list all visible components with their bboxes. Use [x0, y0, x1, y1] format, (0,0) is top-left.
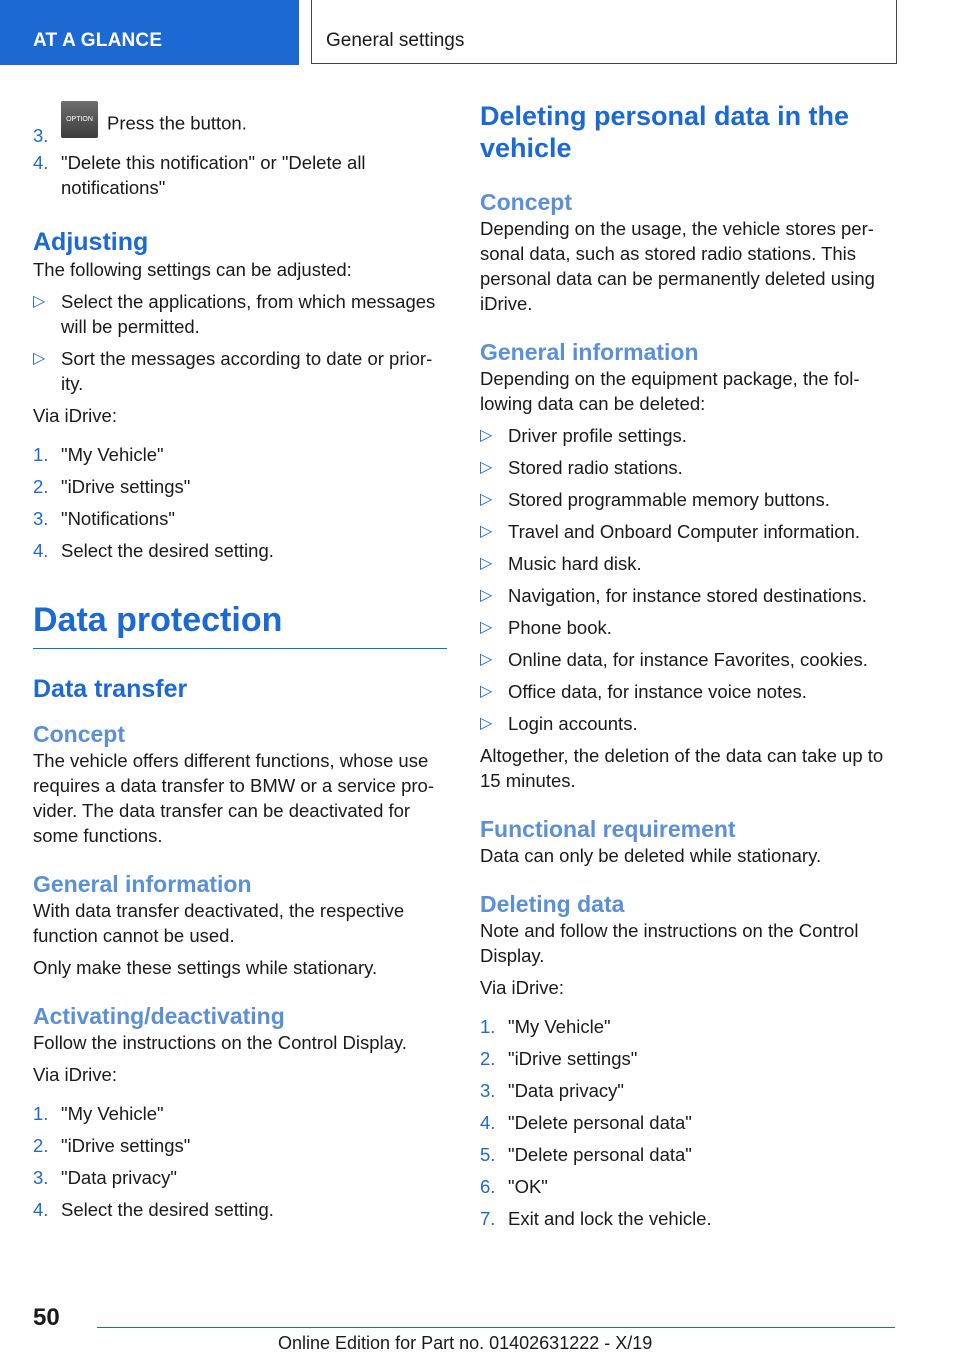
bullet-triangle-icon: ▷: [480, 587, 493, 604]
edition-footer: Online Edition for Part no. 01402631222 - X/19: [278, 1333, 653, 1353]
altogether-text: Altogether, the deletion of the data can take up to 15 minutes.: [480, 745, 884, 791]
bullet-triangle-icon: ▷: [33, 350, 46, 367]
list-item: [480, 647, 890, 672]
bullet-triangle-icon: ▷: [33, 293, 46, 310]
list-item: [33, 1165, 447, 1190]
list-item: [33, 289, 447, 339]
list-item: [33, 442, 447, 467]
step-text: "Delete personal data": [508, 1144, 692, 1165]
step-text: "iDrive settings": [508, 1048, 638, 1069]
step-number: 7.: [480, 1208, 496, 1229]
section-tab: [0, 0, 299, 65]
general-text: Depending on the equipment package, the following data can be deleted:: [480, 368, 860, 414]
list-item: [33, 346, 447, 396]
step-text: Press the button.: [107, 112, 247, 134]
deleting-data-heading: Deleting data: [480, 891, 625, 917]
bullet-text: Driver profile settings.: [508, 425, 687, 446]
list-item: [480, 679, 890, 704]
general-text-1: With data transfer deactivated, the respective function cannot be used.: [33, 900, 405, 946]
functional-requirement-heading: Functional requirement: [480, 816, 736, 842]
list-item: [480, 1014, 890, 1039]
adjusting-steps: [33, 442, 447, 563]
bullet-triangle-icon: ▷: [480, 683, 493, 700]
step-number: 4.: [480, 1112, 496, 1133]
data-transfer-heading: Data transfer: [33, 675, 188, 703]
list-item: [480, 1206, 890, 1231]
page-number: 50: [33, 1304, 60, 1331]
step-number: 4.: [33, 152, 49, 173]
data-protection-heading: Data protection: [33, 601, 283, 639]
step-number: 2.: [33, 476, 49, 497]
step-number: 3.: [480, 1080, 496, 1101]
deleting-text: Note and follow the instructions on the Control Display.: [480, 920, 859, 966]
step-number: 1.: [33, 444, 49, 465]
step-number: 3.: [33, 1167, 49, 1188]
step-text: "My Vehicle": [61, 444, 164, 465]
left-column: [33, 100, 447, 1222]
option-button-icon: OPTION: [61, 101, 98, 138]
activating-text: Follow the instructions on the Control Display.: [33, 1032, 407, 1053]
list-item: [33, 474, 447, 499]
list-item: [33, 1133, 447, 1158]
step-number: 3.: [33, 125, 49, 146]
list-item: [480, 423, 890, 448]
bullet-text: Office data, for instance voice notes.: [508, 681, 807, 702]
step-text: "iDrive settings": [61, 1135, 191, 1156]
list-item: [480, 1046, 890, 1071]
list-item: [33, 150, 447, 200]
concept-heading: Concept: [480, 189, 572, 215]
step-text: "Delete this notification" or "Delete all notifications": [61, 152, 366, 198]
step-number: 1.: [33, 1103, 49, 1124]
right-column: [480, 100, 890, 1231]
step-number: 2.: [480, 1048, 496, 1069]
bullet-text: Sort the messages according to date or priority.: [61, 348, 433, 394]
bullet-text: Stored radio stations.: [508, 457, 683, 478]
step-number: 1.: [480, 1016, 496, 1037]
bullet-triangle-icon: ▷: [480, 523, 493, 540]
list-item: [480, 1078, 890, 1103]
bullet-text: Stored programmable memory buttons.: [508, 489, 830, 510]
step-number: 4.: [33, 1199, 49, 1220]
bullet-text: Navigation, for instance stored destinations.: [508, 585, 867, 606]
bullet-text: Phone book.: [508, 617, 612, 638]
chapter-header: [311, 0, 897, 64]
bullet-triangle-icon: ▷: [480, 555, 493, 572]
general-text-2: Only make these settings while stationary.: [33, 957, 378, 978]
section-label: AT A GLANCE: [33, 30, 163, 51]
adjusting-intro: The following settings can be adjusted:: [33, 259, 352, 280]
concept-heading: Concept: [33, 721, 125, 747]
bullet-text: Select the applications, from which messages will be permitted.: [61, 291, 436, 337]
list-item: [480, 711, 890, 736]
bullet-triangle-icon: ▷: [480, 715, 493, 732]
step-text: "Data privacy": [508, 1080, 624, 1101]
chapter-title: General settings: [326, 30, 465, 51]
list-item: [33, 506, 447, 531]
step-number: 2.: [33, 1135, 49, 1156]
step-text: Exit and lock the vehicle.: [508, 1208, 712, 1229]
bullet-text: Music hard disk.: [508, 553, 642, 574]
data-privacy-steps: [33, 1101, 447, 1222]
delete-steps: [480, 1014, 890, 1231]
step-text: "Delete personal data": [508, 1112, 692, 1133]
list-item: [33, 100, 447, 146]
list-item: [480, 615, 890, 640]
step-text: Select the desired setting.: [61, 540, 274, 561]
step-text: Select the desired setting.: [61, 1199, 274, 1220]
via-idrive-label: Via iDrive:: [33, 1064, 117, 1085]
bullet-text: Login accounts.: [508, 713, 638, 734]
footer-rule: [97, 1327, 895, 1328]
list-item: [480, 1142, 890, 1167]
via-idrive-label: Via iDrive:: [480, 977, 564, 998]
list-item: [33, 1101, 447, 1126]
steps-list-top: [33, 100, 447, 200]
list-item: [480, 1174, 890, 1199]
via-idrive-label: Via iDrive:: [33, 405, 117, 426]
bullet-text: Online data, for instance Favorites, cookies.: [508, 649, 868, 670]
concept-text: The vehicle offers different functions, whose use requires a data transfer to BMW or a service provider. The data transfer can be deactivated for some functions.: [33, 750, 434, 846]
step-text: "OK": [508, 1176, 548, 1197]
list-item: [33, 538, 447, 563]
list-item: [480, 583, 890, 608]
list-item: [33, 1197, 447, 1222]
list-item: [480, 1110, 890, 1135]
bullet-triangle-icon: ▷: [480, 491, 493, 508]
bullet-triangle-icon: ▷: [480, 651, 493, 668]
deleting-personal-data-heading: Deleting personal data in the vehicle: [480, 101, 850, 163]
bullet-triangle-icon: ▷: [480, 427, 493, 444]
deletable-data-bullets: [480, 423, 890, 736]
step-text: "Data privacy": [61, 1167, 177, 1188]
step-number: 3.: [33, 508, 49, 529]
bullet-text: Travel and Onboard Computer information.: [508, 521, 861, 542]
concept-text: Depending on the usage, the vehicle stores personal data, such as stored radio stations. This personal data can be permanently deleted using iDrive.: [480, 218, 875, 314]
list-item: [480, 455, 890, 480]
step-text: "My Vehicle": [61, 1103, 164, 1124]
bullet-triangle-icon: ▷: [480, 459, 493, 476]
adjusting-heading: Adjusting: [33, 228, 149, 256]
step-number: 6.: [480, 1176, 496, 1197]
general-information-heading: General information: [480, 339, 699, 365]
requirement-text: Data can only be deleted while stationary.: [480, 845, 822, 866]
activating-heading: Activating/deactivating: [33, 1003, 285, 1029]
general-information-heading: General information: [33, 871, 252, 897]
step-text: "Notifications": [61, 508, 175, 529]
list-item: [480, 551, 890, 576]
step-number: 5.: [480, 1144, 496, 1165]
list-item: [480, 487, 890, 512]
step-text: "My Vehicle": [508, 1016, 611, 1037]
step-text: "iDrive settings": [61, 476, 191, 497]
step-number: 4.: [33, 540, 49, 561]
list-item: [480, 519, 890, 544]
bullet-triangle-icon: ▷: [480, 619, 493, 636]
adjusting-bullets: [33, 289, 447, 396]
